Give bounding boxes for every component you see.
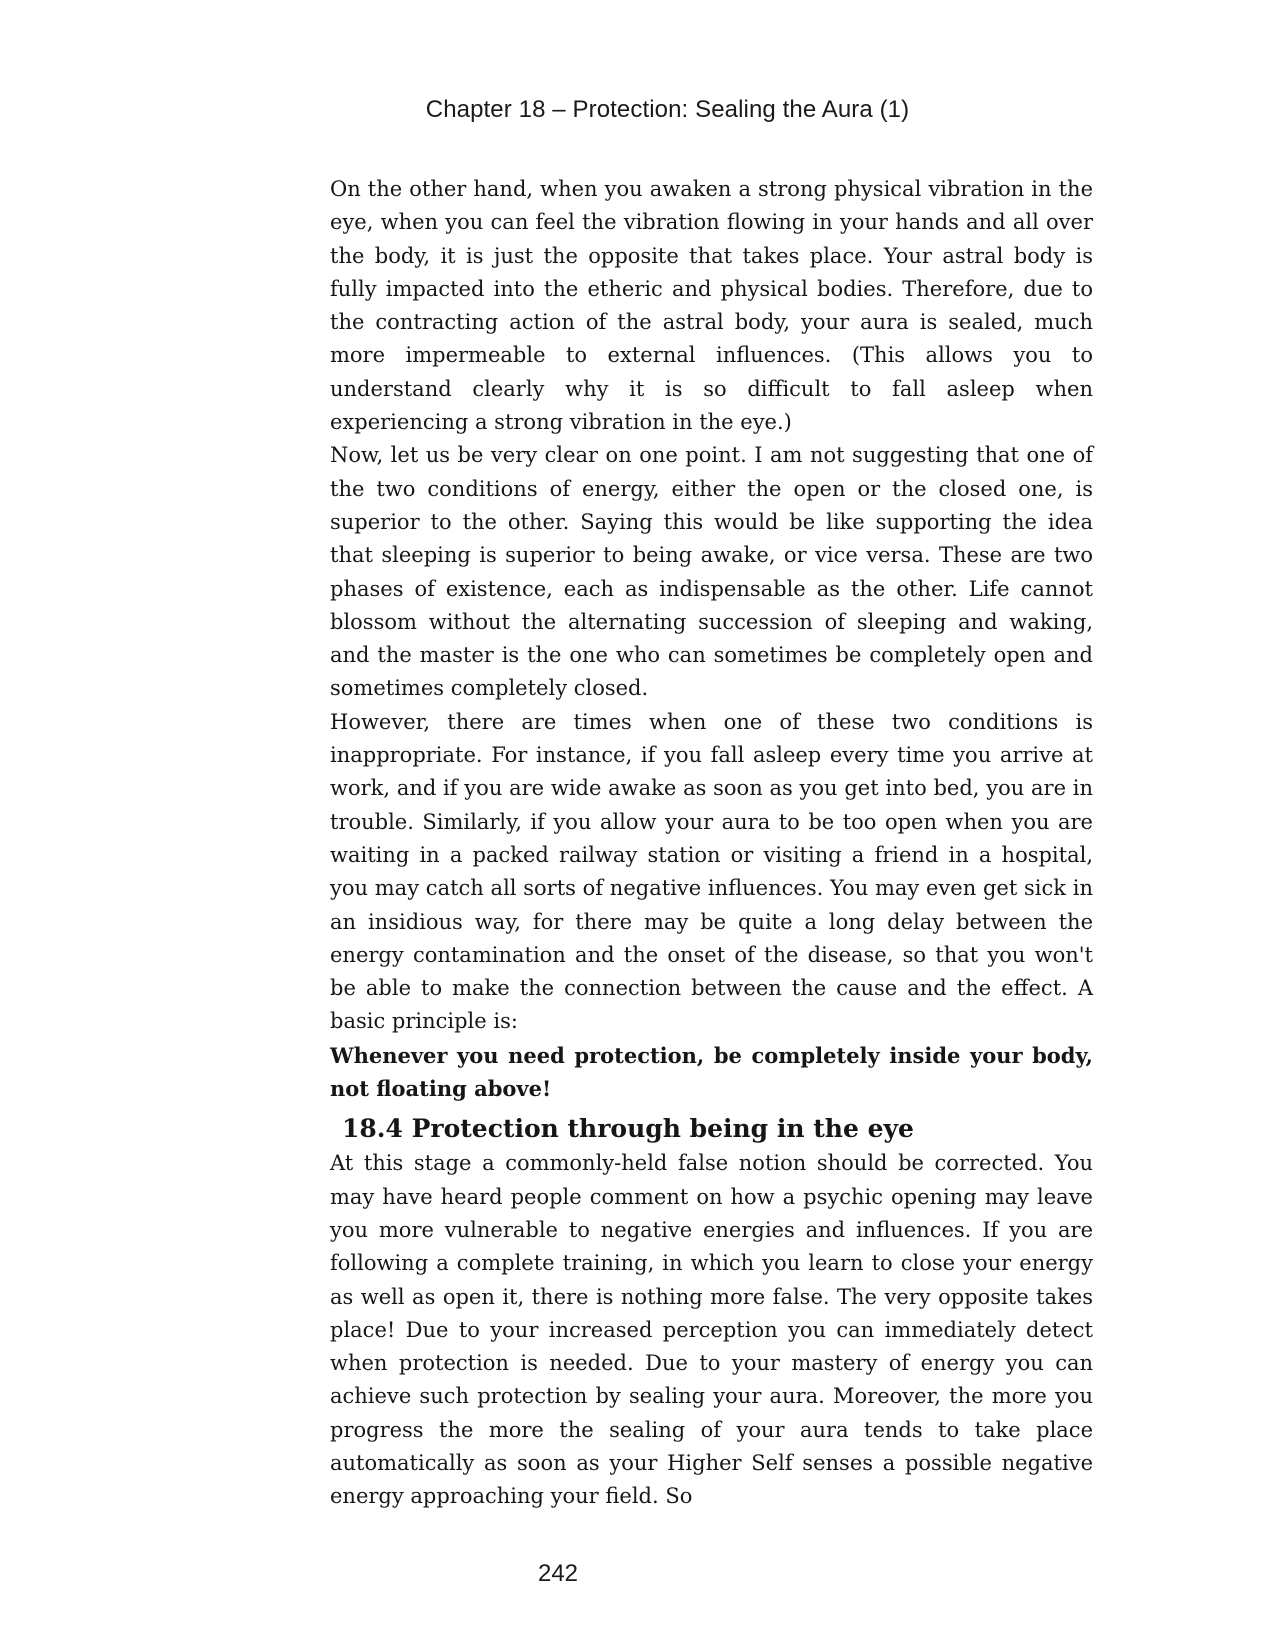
section-heading: 18.4 Protection through being in the eye bbox=[342, 1114, 914, 1144]
running-head-chapter-title: Chapter 18 – Protection: Sealing the Aura (1) bbox=[425, 96, 910, 123]
page-number: 242 bbox=[537, 1560, 579, 1587]
paragraph-astral-contraction: On the other hand, when you awaken a strong physical vibration in the eye, when you can feel the vibration flowing in your hands and all over the body, it is just the opposite that takes place. Your astral body is fully impacted into the etheric and physical bodies. Therefore, due to the contracting action of the astral body, your aura is sealed, much more impermeable to external influences. (This allows you to understand clearly why it is so difficult to fall asleep when experiencing a strong vibration in the eye.) bbox=[330, 177, 1093, 435]
paragraph-inappropriate-conditions: However, there are times when one of these two conditions is inappropriate. For instance, if you fall asleep every time you arrive at work, and if you are wide awake as soon as you get into bed, you are in trouble. Similarly, if you allow your aura to be too open when you are waiting in a packed railway station or visiting a friend in a hospital, you may catch all sorts of negative influences. You may even get sick in an insidious way, for there may be quite a long delay between the energy contamination and the onset of the disease, so that you won't be able to make the connection between the cause and the effect. A basic principle is: bbox=[330, 709, 1093, 1034]
paragraph-open-closed-conditions: Now, let us be very clear on one point. I am not suggesting that one of the two conditions of energy, either the open or the closed one, is superior to the other. Saying this would be like supporting the idea that sleeping is superior to being awake, or vice versa. These are two phases of existence, each as indispensable as the other. Life cannot blossom without the alternating succession of sleeping and waking, and the master is the one who can sometimes be completely open and sometimes completely closed. bbox=[330, 443, 1093, 701]
paragraph-protection-eye: At this stage a commonly-held false notion should be corrected. You may have heard people comment on how a psychic opening may leave you more vulnerable to negative energies and influences. If you are following a complete training, in which you learn to close your energy as well as open it, there is nothing more false. The very opposite takes place! Due to your increased perception you can immediately detect when protection is needed. Due to your mastery of energy you can achieve such protection by sealing your aura. Moreover, the more you progress the more the sealing of your aura tends to take place automatically as soon as your Higher Self senses a possible negative energy approaching your field. So bbox=[330, 1151, 1093, 1509]
body-text bbox=[330, 173, 1093, 1514]
principle-statement: Whenever you need protection, be completely inside your body, not floating above! bbox=[330, 1042, 1093, 1102]
